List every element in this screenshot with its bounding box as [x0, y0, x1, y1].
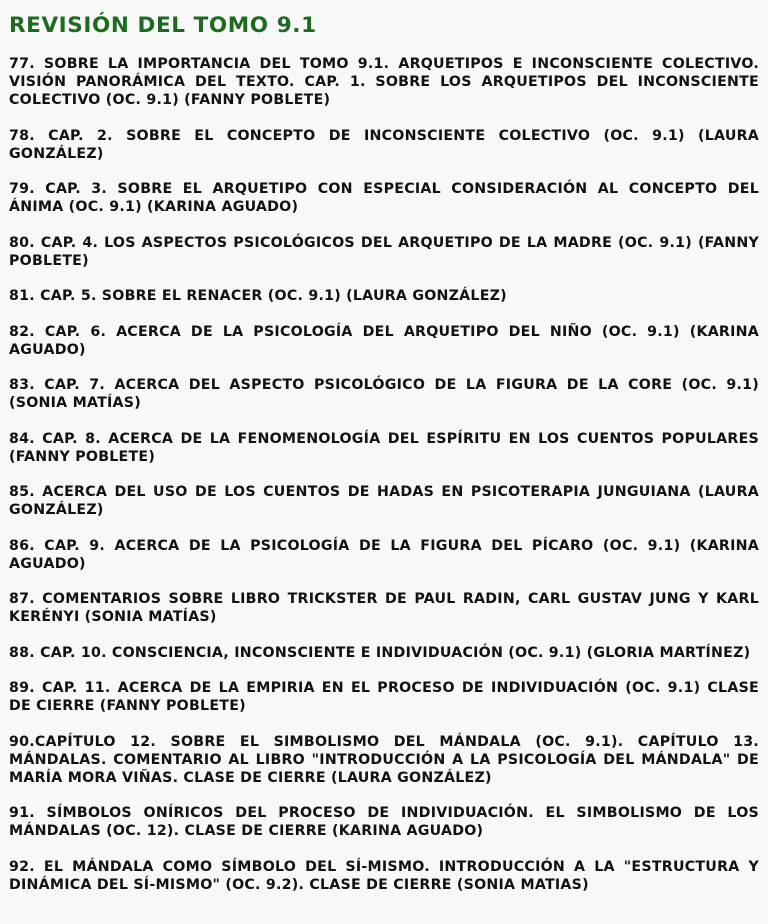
list-item: 78. CAP. 2. SOBRE EL CONCEPTO DE INCONSCIENTE COLECTIVO (OC. 9.1) (LAURA GONZÁLEZ) — [9, 127, 759, 162]
list-item: 92. EL MÁNDALA COMO SÍMBOLO DEL SÍ-MISMO. INTRODUCCIÓN A LA "ESTRUCTURA Y DINÁMICA DEL SÍ-MISMO" (OC. 9.2). CLASE DE CIERRE (SONIA MATIAS) — [9, 858, 759, 893]
list-item: 86. CAP. 9. ACERCA DE LA PSICOLOGÍA DE LA FIGURA DEL PÍCARO (OC. 9.1) (KARINA AGUADO) — [9, 537, 759, 572]
list-item: 82. CAP. 6. ACERCA DE LA PSICOLOGÍA DEL ARQUETIPO DEL NIÑO (OC. 9.1) (KARINA AGUADO) — [9, 323, 759, 358]
list-item: 77. SOBRE LA IMPORTANCIA DEL TOMO 9.1. ARQUETIPOS E INCONSCIENTE COLECTIVO. VISIÓN PANORÁMICA DEL TEXTO. CAP. 1. SOBRE LOS ARQUETIPOS DEL INCONSCIENTE COLECTIVO (OC. 9.1) (FANNY POBLETE) — [9, 56, 759, 108]
list-item: 87. COMENTARIOS SOBRE LIBRO TRICKSTER DE PAUL RADIN, CARL GUSTAV JUNG Y KARL KERÉNYI (SONIA MATÍAS) — [9, 591, 759, 625]
list-item: 80. CAP. 4. LOS ASPECTOS PSICOLÓGICOS DEL ARQUETIPO DE LA MADRE (OC. 9.1) (FANNY POBLETE) — [9, 234, 759, 269]
list-item: 81. CAP. 5. SOBRE EL RENACER (OC. 9.1) (LAURA GONZÁLEZ) — [9, 288, 507, 304]
list-item: 85. ACERCA DEL USO DE LOS CUENTOS DE HADAS EN PSICOTERAPIA JUNGUIANA (LAURA GONZÁLEZ) — [9, 484, 759, 518]
list-item: 88. CAP. 10. CONSCIENCIA, INCONSCIENTE E INDIVIDUACIÓN (OC. 9.1) (GLORIA MARTÍNEZ) — [9, 644, 751, 661]
list-item: 89. CAP. 11. ACERCA DE LA EMPIRIA EN EL PROCESO DE INDIVIDUACIÓN (OC. 9.1) CLASE DE CIERRE (FANNY POBLETE) — [9, 680, 759, 714]
list-item: 84. CAP. 8. ACERCA DE LA FENOMENOLOGÍA DEL ESPÍRITU EN LOS CUENTOS POPULARES (FANNY POBLETE) — [9, 430, 759, 465]
list-item: 91. SÍMBOLOS ONÍRICOS DEL PROCESO DE INDIVIDUACIÓN. EL SIMBOLISMO DE LOS MÁNDALAS (OC. 12). CLASE DE CIERRE (KARINA AGUADO) — [9, 805, 759, 839]
session-list — [9, 55, 759, 894]
list-item: 83. CAP. 7. ACERCA DEL ASPECTO PSICOLÓGICO DE LA FIGURA DE LA CORE (OC. 9.1) (SONIA MATÍAS) — [9, 377, 759, 411]
page-title: REVISIÓN DEL TOMO 9.1 — [9, 13, 317, 38]
list-item: 90.CAPÍTULO 12. SOBRE EL SIMBOLISMO DEL MÁNDALA (OC. 9.1). CAPÍTULO 13. MÁNDALAS. COMENTARIO AL LIBRO "INTRODUCCIÓN A LA PSICOLOGÍA DEL MÁNDALA" DE MARÍA MORA VIÑAS. CLASE DE CIERRE (LAURA GONZÁLEZ) — [9, 733, 759, 786]
list-item: 79. CAP. 3. SOBRE EL ARQUETIPO CON ESPECIAL CONSIDERACIÓN AL CONCEPTO DEL ÁNIMA (OC. 9.1) (KARINA AGUADO) — [9, 181, 759, 215]
